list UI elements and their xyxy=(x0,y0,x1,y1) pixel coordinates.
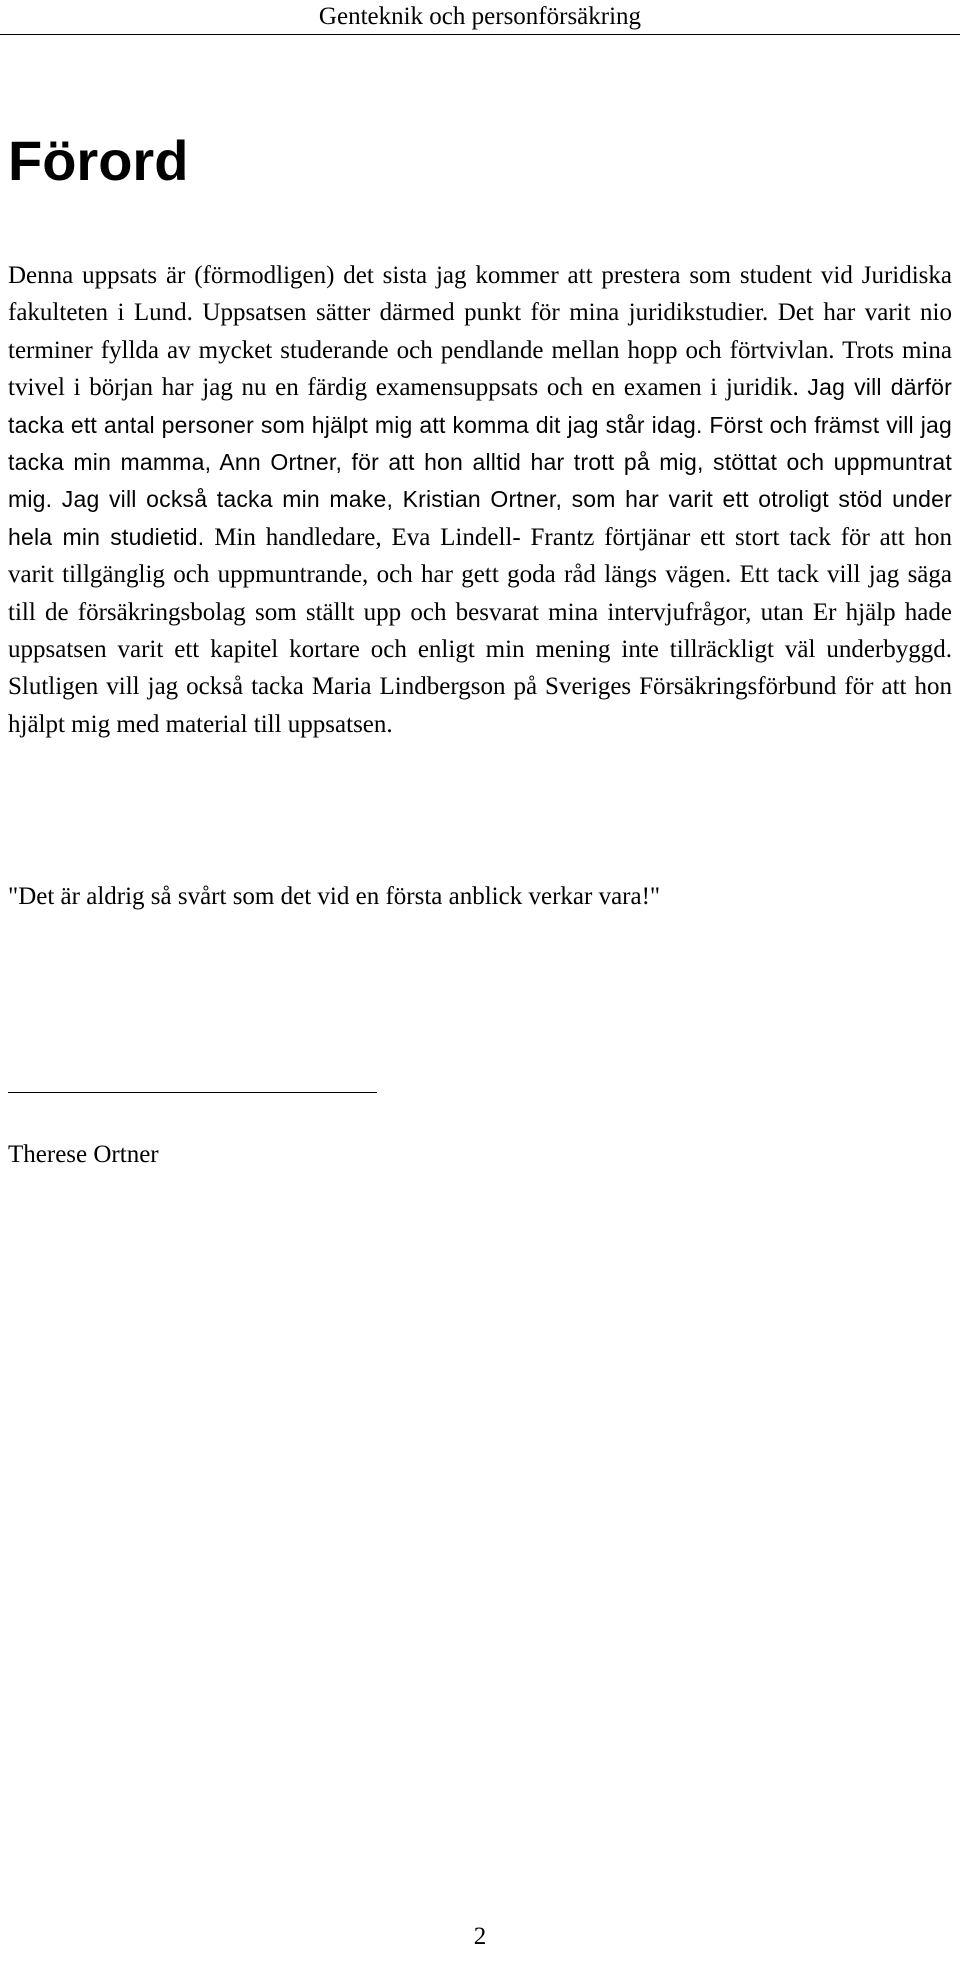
running-header: Genteknik och personförsäkring xyxy=(0,0,960,35)
foreword-paragraph xyxy=(8,257,952,743)
paragraph-sentence-2: Jag vill därför tacka ett antal personer som hjälpt mig att komma dit jag står idag. Först och främst vill jag tacka min mamma, Ann Ortner, för att hon alltid har trott på mig, stöttat och uppmuntrat mig. Jag vill också tacka min make, Kristian Ortner, som har varit ett otroligt stöd under hela min studietid. xyxy=(8,374,953,550)
closing-quote: "Det är aldrig så svårt som det vid en första anblick verkar vara!" xyxy=(8,883,661,910)
paragraph-sentence-3: Min handledare, Eva Lindell- Frantz förtjänar ett stort tack för att hon varit tillgänglig och uppmuntrande, och har gett goda råd längs vägen. Ett tack vill jag säga till de försäkringsbolag som ställt upp och besvarat mina intervjufrågor, utan Er hjälp hade uppsatsen varit ett kapitel kortare och enligt min mening inte tillräckligt väl underbyggd. Slutligen vill jag också tacka Maria Lindbergson på Sveriges Försäkringsförbund för att hon hjälpt mig med material till uppsatsen. xyxy=(8,523,953,738)
page-number: 2 xyxy=(473,1923,487,1950)
paragraph-sentence-1: Denna uppsats är (förmodligen) det sista jag kommer att prestera som student vid Juridiska fakulteten i Lund. Uppsatsen sätter därmed punkt för mina juridikstudier. Det har varit nio terminer fyllda av mycket studerande och pendlande mellan hopp och förtvivlan. Trots mina tvivel i början har jag nu en färdig examensuppsats och en examen i juridik. xyxy=(8,262,952,402)
signature-name: Therese Ortner xyxy=(8,1141,159,1168)
page-title: Förord xyxy=(8,129,189,192)
signature-line xyxy=(8,1092,377,1093)
